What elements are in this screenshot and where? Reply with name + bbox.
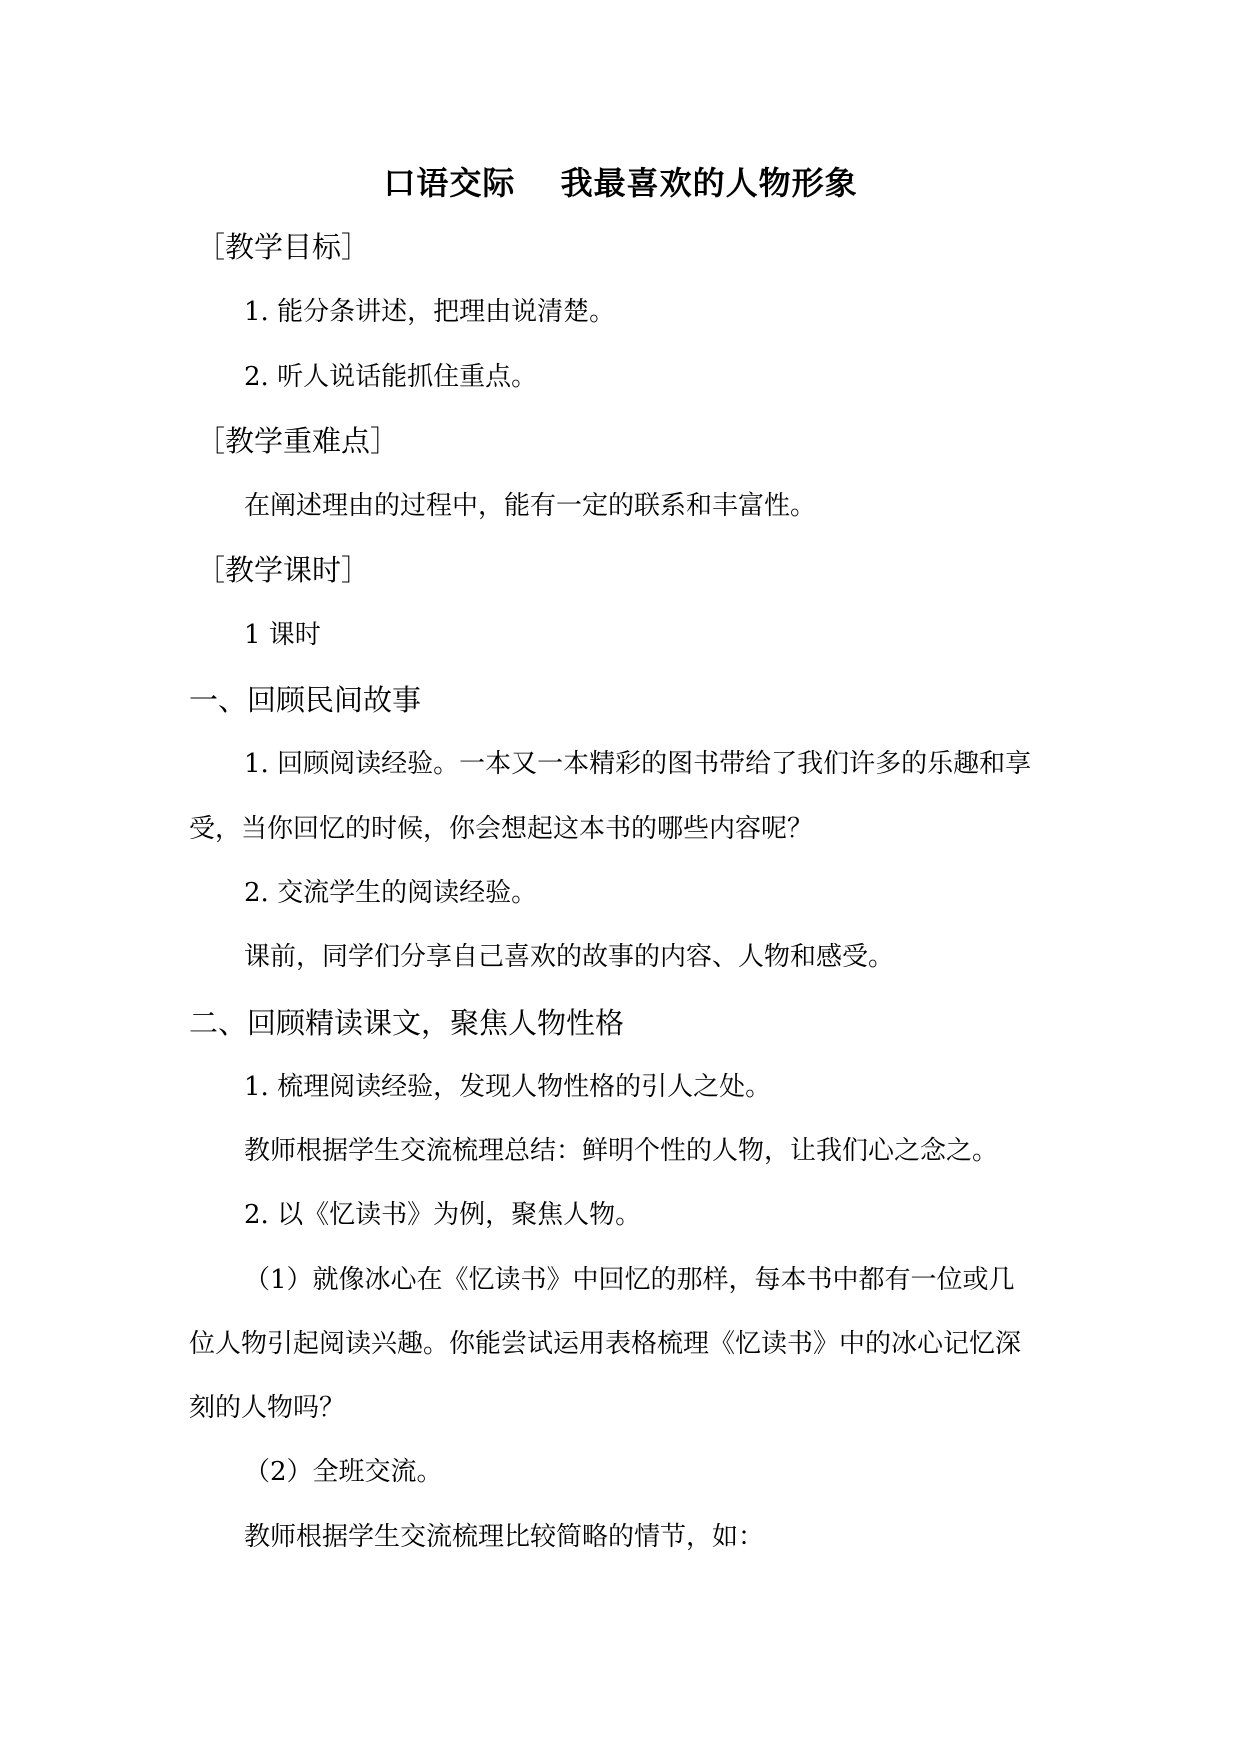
hours-text: 1 课时 [244,620,321,650]
page-title: 口语交际 我最喜欢的人物形象 [383,164,858,202]
key-points-text: 在阐述理由的过程中，能有一定的联系和丰富性。 [244,491,817,521]
part-1-paragraph-2: 2. 交流学生的阅读经验。 [244,878,538,908]
part-2-paragraph-5: （2）全班交流。 [244,1457,443,1487]
part-2-paragraph-6: 教师根据学生交流梳理比较简略的情节，如： [244,1522,765,1552]
part-2-paragraph-1: 1. 梳理阅读经验，发现人物性格的引人之处。 [244,1072,772,1102]
part-2-paragraph-4-line-1: （1）就像冰心在《忆读书》中回忆的那样，每本书中都有一位或几 [244,1265,1015,1295]
part-1-paragraph-1-line-1: 1. 回顾阅读经验。一本又一本精彩的图书带给了我们许多的乐趣和享 [244,749,1032,779]
part-2-paragraph-3: 2. 以《忆读书》为例，聚焦人物。 [244,1200,642,1230]
section-heading-goals: ［教学目标］ [196,230,371,264]
part-2-heading: 二、回顾精读课文，聚焦人物性格 [189,1006,625,1040]
part-1-heading: 一、回顾民间故事 [189,683,422,717]
section-heading-key-points: ［教学重难点］ [196,424,400,458]
part-1-paragraph-3: 课前，同学们分享自己喜欢的故事的内容、人物和感受。 [244,942,895,972]
part-2-paragraph-2: 教师根据学生交流梳理总结：鲜明个性的人物，让我们心之念之。 [244,1136,999,1166]
section-heading-hours: ［教学课时］ [196,553,371,587]
part-2-paragraph-4-line-3: 刻的人物吗？ [189,1393,346,1423]
part-2-paragraph-4-line-2: 位人物引起阅读兴趣。你能尝试运用表格梳理《忆读书》中的冰心记忆深 [189,1329,1022,1359]
part-1-paragraph-1-line-2: 受，当你回忆的时候，你会想起这本书的哪些内容呢？ [189,814,814,844]
goal-item-2: 2. 听人说话能抓住重点。 [244,362,538,392]
goal-item-1: 1. 能分条讲述，把理由说清楚。 [244,297,616,327]
